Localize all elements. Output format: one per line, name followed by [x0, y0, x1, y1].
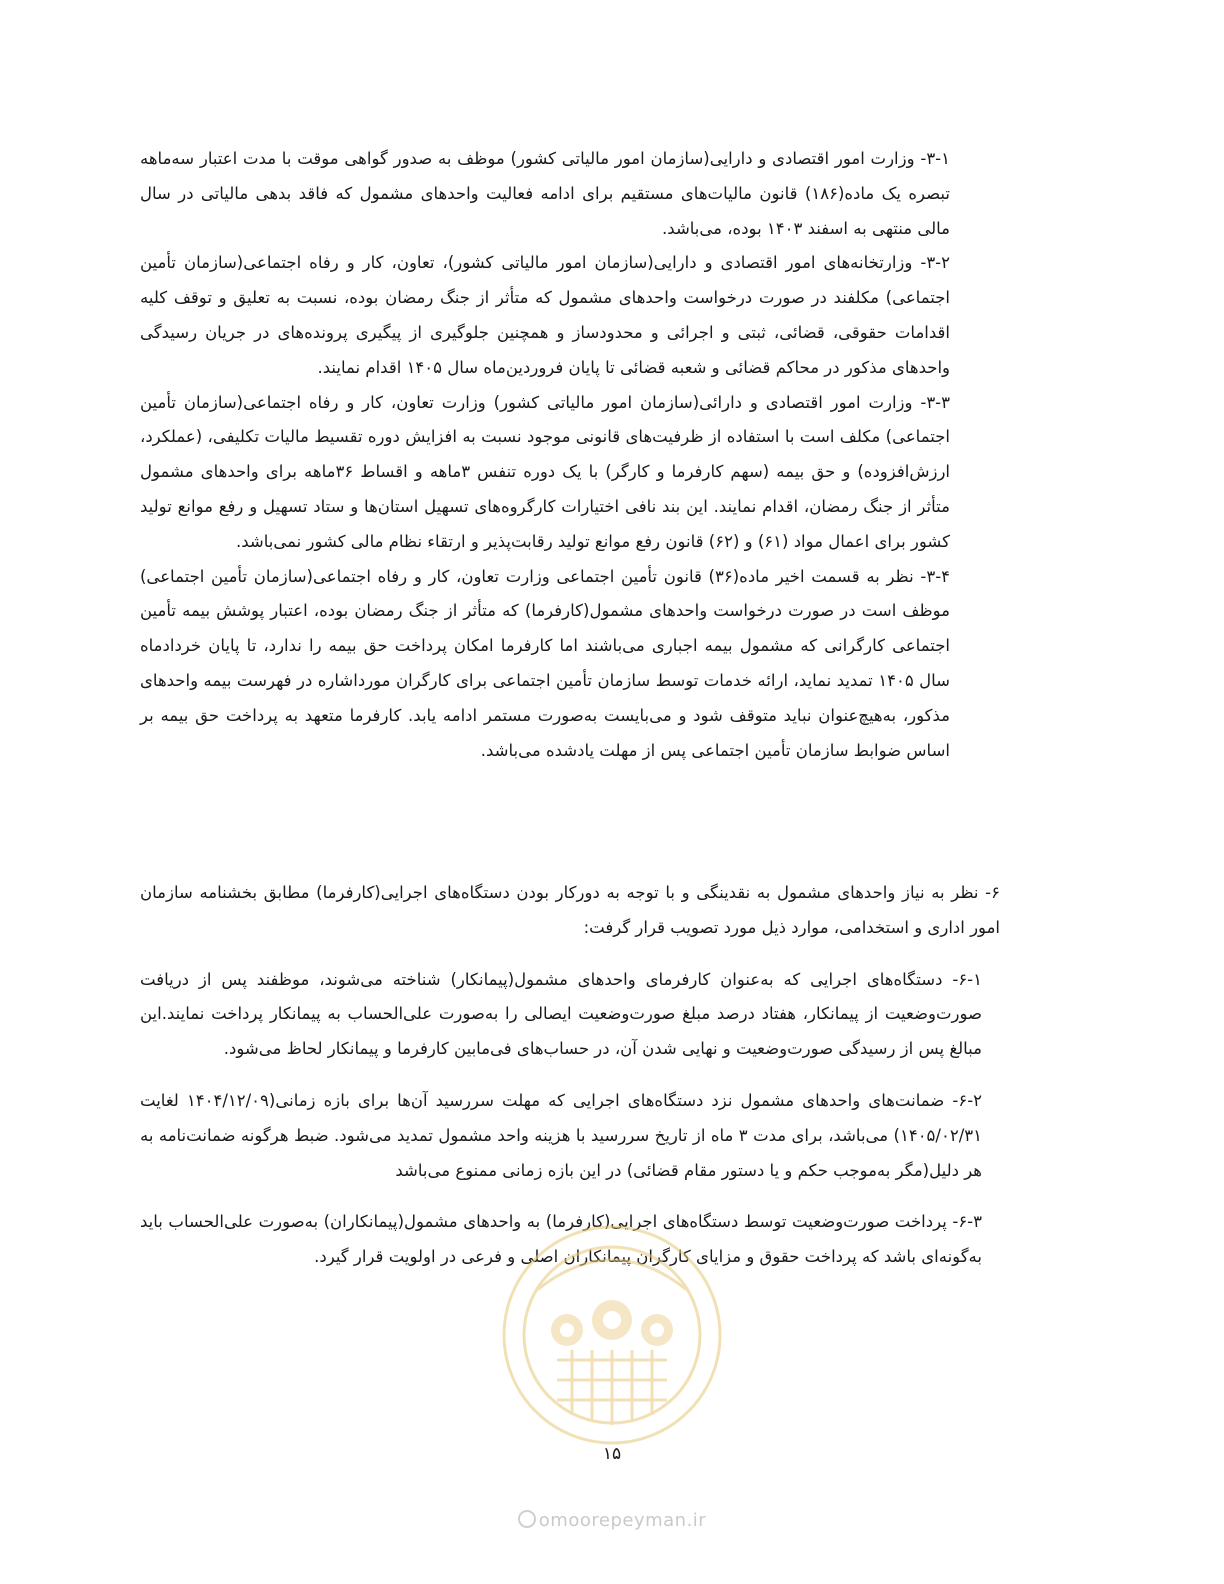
section-3-subitems — [140, 142, 950, 768]
paragraph-6-3: ۶-۳- پرداخت صورت‌وضعیت توسط دستگاه‌های اجرایی(کارفرما) به واحدهای مشمول(پیمانکاران) به‌صورت علی‌الحساب باید به‌گونه‌ای باشد که پرداخت حقوق و مزایای کارگران پیمانکاران اصلی و فرعی در اولویت قرار گیرد. — [140, 1212, 982, 1267]
paragraph-3-3: ۳-۳- وزارت امور اقتصادی و دارائی(سازمان امور مالیاتی کشور) وزارت تعاون، کار و رفاه اجتماعی(سازمان تأمین اجتماعی) مکلف است با استفاده از ظرفیت‌های قانونی موجود نسبت به افزایش دوره تقسیط مالیات تکلیفی، (عملکرد، ارزش‌افزوده) و حق بیمه (سهم کارفرما و کارگر) با یک دوره تنفس ۳ماهه و اقساط ۳۶ماهه برای واحدهای مشمول متأثر از جنگ رمضان، اقدام نمایند. این بند نافی اختیارات کارگروه‌های تسهیل استان‌ها و ستاد تسهیل و رفع موانع تولید کشور برای اعمال مواد (۶۱) و (۶۲) قانون رفع موانع تولید رقابت‌پذیر و ارتقاء نظام مالی کشور نمی‌باشد. — [140, 392, 951, 551]
at-icon — [518, 1510, 536, 1528]
watermark-url — [0, 1510, 1224, 1531]
page-number: ۱۵ — [602, 1444, 622, 1464]
paragraph-6-intro: ۶- نظر به نیاز واحدهای مشمول به نقدینگی و با توجه به دورکار بودن دستگاه‌های اجرایی(کارفرما) مطابق بخشنامه سازمان امور اداری و استخدامی، موارد ذیل مورد تصویب قرار گرفت: — [140, 883, 1000, 937]
paragraph-6-2: ۶-۲- ضمانت‌های واحدهای مشمول نزد دستگاه‌های اجرایی که مهلت سررسید آن‌ها برای بازه زمانی(۱۴۰۴/۱۲/۰۹ لغایت ۱۴۰۵/۰۲/۳۱) می‌باشد، برای مدت ۳ ماه از تاریخ سررسید با هزینه واحد مشمول تمدید می‌شود. ضبط هرگونه ضمانت‌نامه به هر دلیل(مگر به‌موجب حکم و یا دستور مقام قضائی) در این بازه زمانی ممنوع می‌باشد — [140, 1090, 983, 1180]
paragraph-6-1: ۶-۱- دستگاه‌های اجرایی که به‌عنوان کارفرمای واحدهای مشمول(پیمانکار) شناخته می‌شوند، موظفند پس از دریافت صورت‌وضعیت از پیمانکار، هفتاد درصد مبلغ صورت‌وضعیت ایصالی را به‌صورت علی‌الحساب به پیمانکار پرداخت نمایند.این مبالغ پس از رسیدگی صورت‌وضعیت و نهایی شدن آن، در حساب‌های فی‌مابین کارفرما و پیمانکار لحاظ می‌شود. — [140, 969, 982, 1059]
watermark-url-text: omoorepeyman.ir — [538, 1510, 707, 1531]
paragraph-3-4: ۳-۴- نظر به قسمت اخیر ماده(۳۶) قانون تأمین اجتماعی وزارت تعاون، کار و رفاه اجتماعی(سازمان تأمین اجتماعی) موظف است در صورت درخواست واحدهای مشمول(کارفرما) که متأثر از جنگ رمضان بوده، اعتبار پوشش بیمه تأمین اجتماعی کارگرانی که مشمول بیمه اجباری می‌باشند اما کارفرما امکان پرداخت حق بیمه را ندارد، تا پایان خردادماه سال ۱۴۰۵ تمدید نماید، ارائه خدمات توسط سازمان تأمین اجتماعی برای کارگران مورداشاره در فهرست بیمه واحدهای مذکور، به‌هیچ‌عنوان نباید متوقف شود و می‌بایست به‌صورت مستمر ادامه یابد. کارفرما متعهد به پرداخت حق بیمه بر اساس ضوابط سازمان تأمین اجتماعی پس از مهلت یادشده می‌باشد. — [140, 566, 951, 760]
section-6 — [140, 876, 1000, 1275]
paragraph-3-2: ۳-۲- وزارتخانه‌های امور اقتصادی و دارایی(سازمان امور مالیاتی کشور)، تعاون، کار و رفاه اجتماعی(سازمان تأمین اجتماعی) مکلفند در صورت درخواست واحدهای مشمول که متأثر از جنگ رمضان بوده، نسبت به تعلیق و توقف کلیه اقدامات حقوقی، قضائی، ثبتی و اجرائی و محدودساز و همچنین جلوگیری از پیگیری پرونده‌های در جریان رسیدگی واحدهای مذکور در محاکم قضائی و شعبه قضائی تا پایان فروردین‌ماه سال ۱۴۰۵ اقدام نمایند. — [140, 253, 950, 377]
paragraph-3-1: ۳-۱- وزارت امور اقتصادی و دارایی(سازمان امور مالیاتی کشور) موظف به صدور گواهی موقت با مدت اعتبار سه‌ماهه تبصره یک ماده(۱۸۶) قانون مالیات‌های مستقیم برای ادامه فعالیت واحدهای مشمول که فاقد بدهی مالیاتی در سال مالی منتهی به اسفند ۱۴۰۳ بوده، می‌باشد. — [140, 149, 950, 238]
